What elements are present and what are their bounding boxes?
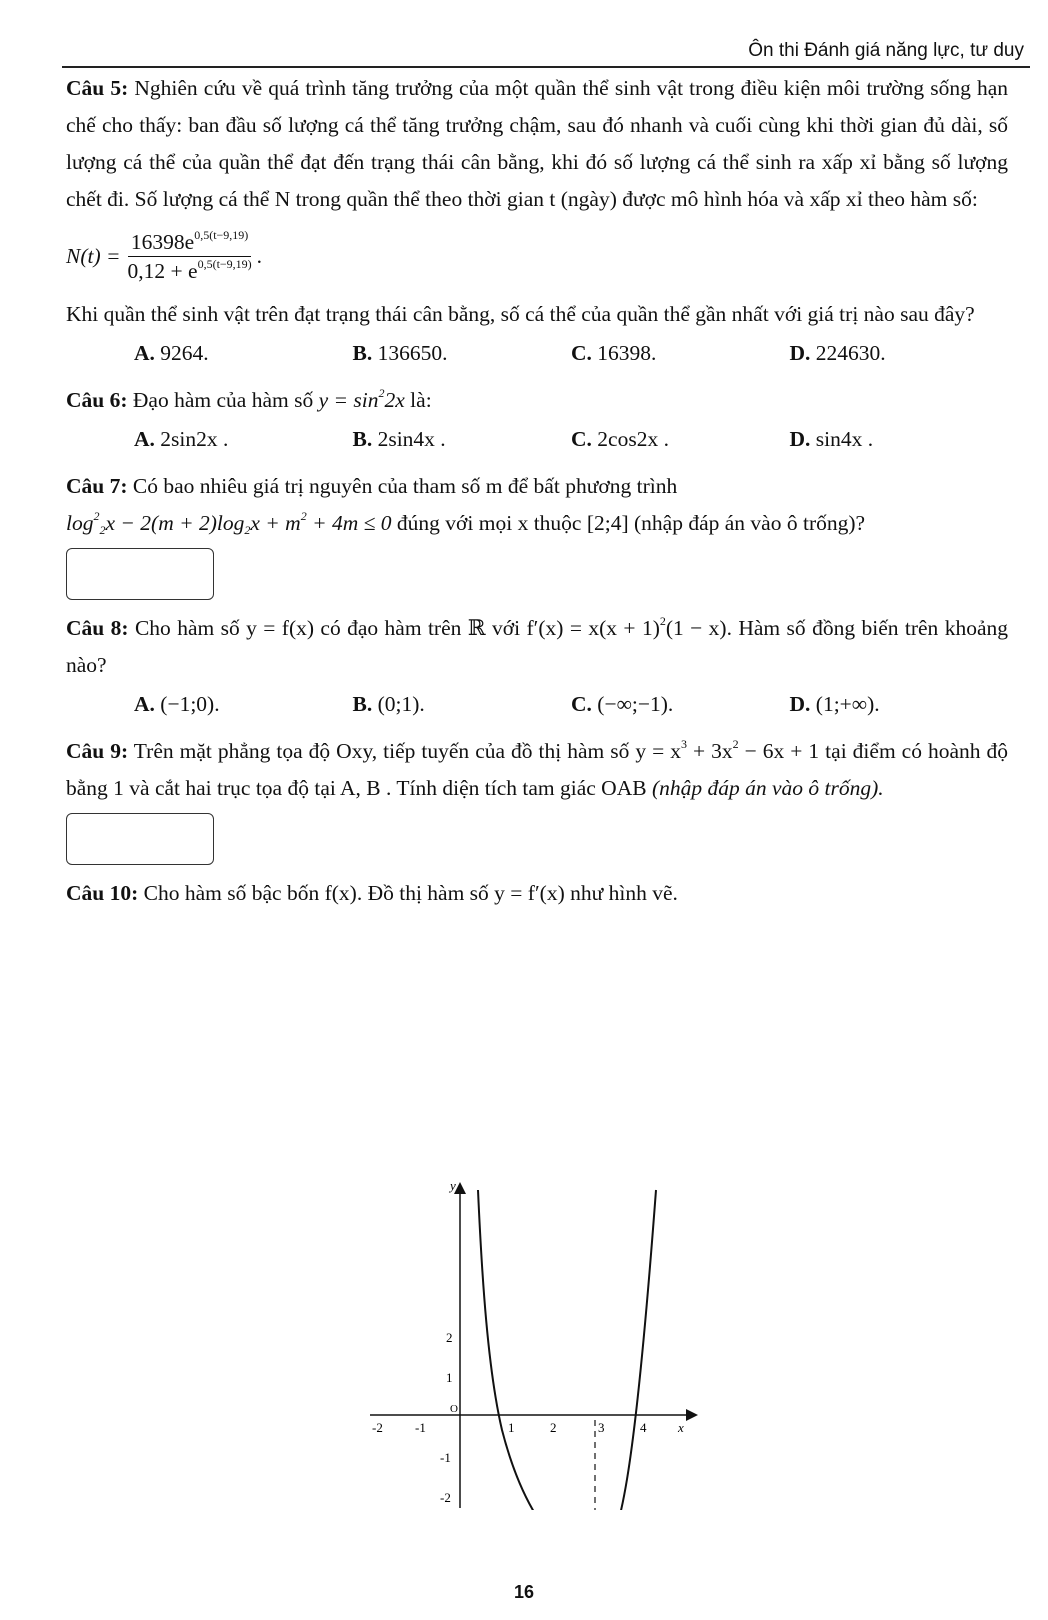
q8-option-d[interactable]: D. (1;+∞).	[789, 692, 880, 716]
y-tick-label: 1	[446, 1370, 453, 1385]
formula-numerator: $16398e^{0,5(t-9,19)}$	[128, 228, 251, 257]
q5-option-c[interactable]: C. 16398.	[571, 341, 657, 365]
header-divider	[62, 66, 1030, 68]
x-tick-label: 2	[550, 1420, 557, 1435]
q8-option-c[interactable]: C. (−∞;−1).	[571, 692, 674, 716]
q6-option-d[interactable]: D. sin4x .	[789, 427, 874, 451]
page-number: 16	[513, 1582, 535, 1602]
origin-label: O	[450, 1403, 458, 1415]
question-6: Câu 6: Đạo hàm của hàm số $y = \sin^22x$ là:	[66, 386, 432, 412]
formula-denominator: $0,12 + e^{0,5(t-9,19)}$	[127, 256, 252, 283]
q9-answer-box[interactable]	[66, 813, 214, 865]
y-tick-label: -2	[440, 1490, 451, 1505]
y-tick-label: -1	[440, 1450, 451, 1465]
document-body	[66, 70, 1008, 912]
q5-option-b[interactable]: B. 136650.	[352, 341, 448, 365]
question-8: Câu 8: Cho hàm số y = f(x) có đạo hàm trên ℝ với $f'(x) = x(x + 1)^2(1 - x)$. Hàm số đồng biến trên khoảng nào?	[66, 614, 1008, 677]
question-7-inequality: $\log^2_2x - 2(m + 2)\log_2x + m^2 + 4m \le 0$ đúng với mọi x thuộc [2;4] (nhập đáp án vào ô trống)?	[66, 509, 866, 537]
x-axis-label: x	[678, 1420, 684, 1435]
q6-option-a[interactable]: A. 2sin2x .	[134, 427, 229, 451]
q6-function: $y = \sin^22x$	[318, 386, 405, 412]
question-10: Câu 10: Cho hàm số bậc bốn f(x). Đồ thị hàm số y = f′(x) như hình vẽ.	[66, 881, 678, 905]
question-5-label: Câu 5:	[66, 76, 129, 100]
question-5-options	[66, 335, 1008, 372]
x-tick-label: 3	[598, 1420, 605, 1435]
q6-option-c[interactable]: C. 2cos2x .	[571, 427, 669, 451]
x-tick-label: 1	[508, 1420, 515, 1435]
x-tick-label: 4	[640, 1420, 647, 1435]
growth-formula: N(t) = $\frac{16398e^{0,5(t-9,19)}}{0,12 + e^{0,5(t-9,19)}}$ .	[66, 227, 263, 283]
question-6-options	[66, 421, 1008, 458]
q8-option-a[interactable]: A. (−1;0).	[134, 692, 220, 716]
y-axis-label: y	[450, 1178, 456, 1193]
x-tick-label: -2	[372, 1420, 383, 1435]
question-5-text: Nghiên cứu về quá trình tăng trưởng của một quần thể sinh vật trong điều kiện môi trường sống hạn chế cho thấy: ban đầu số lượng cá thể tăng trưởng chậm, sau đó nhanh và cuối cùng khi thời gian đủ dài, số lượng cá thể của quần thể đạt đến trạng thái cân bằng, khi đó số lượng cá thể sinh ra xấp xỉ bằng số lượng chết đi. Số lượng cá thể N trong quần thể theo thời gian t (ngày) được mô hình hóa và xấp xỉ theo hàm số:	[66, 76, 1009, 211]
q6-option-b[interactable]: B. 2sin4x .	[352, 427, 446, 451]
question-5-prompt: Khi quần thể sinh vật trên đạt trạng thái cân bằng, số cá thể của quần thể gần nhất với giá trị nào sau đây?	[66, 302, 975, 326]
q5-option-d[interactable]: D. 224630.	[789, 341, 886, 365]
q5-option-a[interactable]: A. 9264.	[134, 341, 209, 365]
page-header: Ôn thi Đánh giá năng lực, tư duy	[748, 40, 1024, 61]
derivative-graph	[360, 1170, 700, 1510]
y-tick-label: 2	[446, 1330, 453, 1345]
question-5	[66, 70, 1008, 218]
question-8-options	[66, 686, 1008, 723]
derivative-curve	[478, 1190, 656, 1510]
q7-answer-box[interactable]	[66, 548, 214, 600]
q8-option-b[interactable]: B. (0;1).	[352, 692, 425, 716]
question-7: Câu 7: Có bao nhiêu giá trị nguyên của tham số m để bất phương trình	[66, 474, 678, 498]
formula-fraction	[125, 228, 255, 285]
question-9: Câu 9: Trên mặt phẳng tọa độ Oxy, tiếp tuyến của đồ thị hàm số $y = x^3 + 3x^2 - 6x + 1$ tại điểm có hoành độ bằng 1 và cắt hai trục tọa độ tại A, B . Tính diện tích tam giác OAB (nhập đáp án vào ô trống).	[66, 737, 1009, 800]
formula-lhs: N(t) =	[66, 243, 121, 268]
x-tick-label: -1	[415, 1420, 426, 1435]
